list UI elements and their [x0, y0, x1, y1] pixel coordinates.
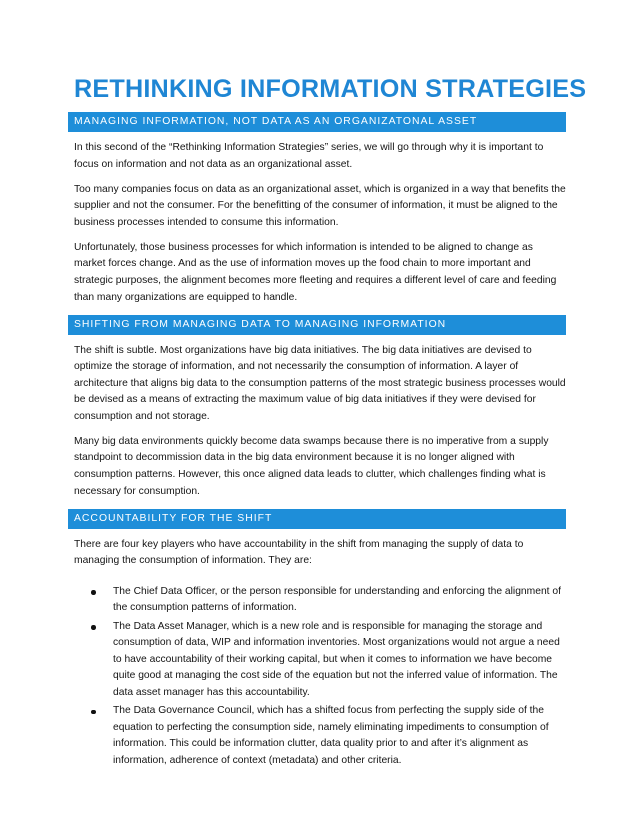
section-heading-shifting: SHIFTING FROM MANAGING DATA TO MANAGING INFORMATION — [68, 315, 566, 335]
paragraph: The shift is subtle. Most organizations have big data initiatives. The big data initiatives are devised to optimize the storage of information, and not necessarily the consumption of information. A layer of architecture that aligns big data to the consumption patterns of the most strategic business processes would be devised as a means of extracting the maximum value of big data initiatives if they were devised for consumption and not storage. — [74, 344, 566, 422]
paragraph: In this second of the “Rethinking Information Strategies” series, we will go through why it is important to focus on information and not data as an organizational asset. — [74, 142, 544, 170]
list-item-text: The Data Asset Manager, which is a new role and is responsible for managing the storage and consumption of data, WIP and information inventories. Most organizations would not argue a need to have accountability of their working capital, but when it comes to information we have become quite good at managing the cost side of the equation but not the inferred value of information. The data asset manager has this accountability. — [113, 620, 560, 698]
bullet-icon — [91, 710, 96, 715]
section-heading-accountability: ACCOUNTABILITY FOR THE SHIFT — [68, 509, 566, 529]
list-item — [113, 619, 566, 702]
list-item — [113, 703, 566, 769]
bullet-icon — [91, 625, 96, 630]
paragraph: Unfortunately, those business processes for which information is intended to be aligned to change as market forces change. And as the use of information moves up the food chain to more important and strategic purposes, the alignment becomes more fleeting and requires a different level of care and feeding than many organizations are equipped to handle. — [74, 241, 557, 303]
accountability-list — [74, 584, 566, 770]
document-title: RETHINKING INFORMATION STRATEGIES — [74, 75, 587, 103]
list-item-text: The Chief Data Officer, or the person responsible for understanding and enforcing the alignment of the consumption patterns of information. — [113, 585, 561, 614]
list-item — [113, 584, 566, 617]
paragraph: Too many companies focus on data as an organizational asset, which is organized in a way that benefits the supplier and not the consumer. For the benefitting of the consumer of information, it must be aligned to the business processes intended to consume this information. — [74, 183, 566, 228]
paragraph: There are four key players who have accountability in the shift from managing the supply of data to managing the consumption of information. They are: — [74, 538, 524, 567]
list-item-text: The Data Governance Council, which has a shifted focus from perfecting the supply side of the equation to perfecting the consumption side, namely eliminating impediments to consumption of information. This could be information clutter, data quality prior to and after it’s alignment as information, adherence of context (metadata) and other criteria. — [113, 705, 549, 766]
paragraph: Many big data environments quickly become data swamps because there is no imperative from a supply standpoint to decommission data in the big data environment because it is no longer aligned with consumption patterns. However, this once aligned data leads to clutter, which challenges finding what is necessary for consumption. — [74, 435, 549, 497]
section-heading-managing-information: MANAGING INFORMATION, NOT DATA AS AN ORGANIZATONAL ASSET — [68, 112, 566, 132]
bullet-icon — [91, 590, 96, 595]
document-body — [74, 74, 587, 771]
